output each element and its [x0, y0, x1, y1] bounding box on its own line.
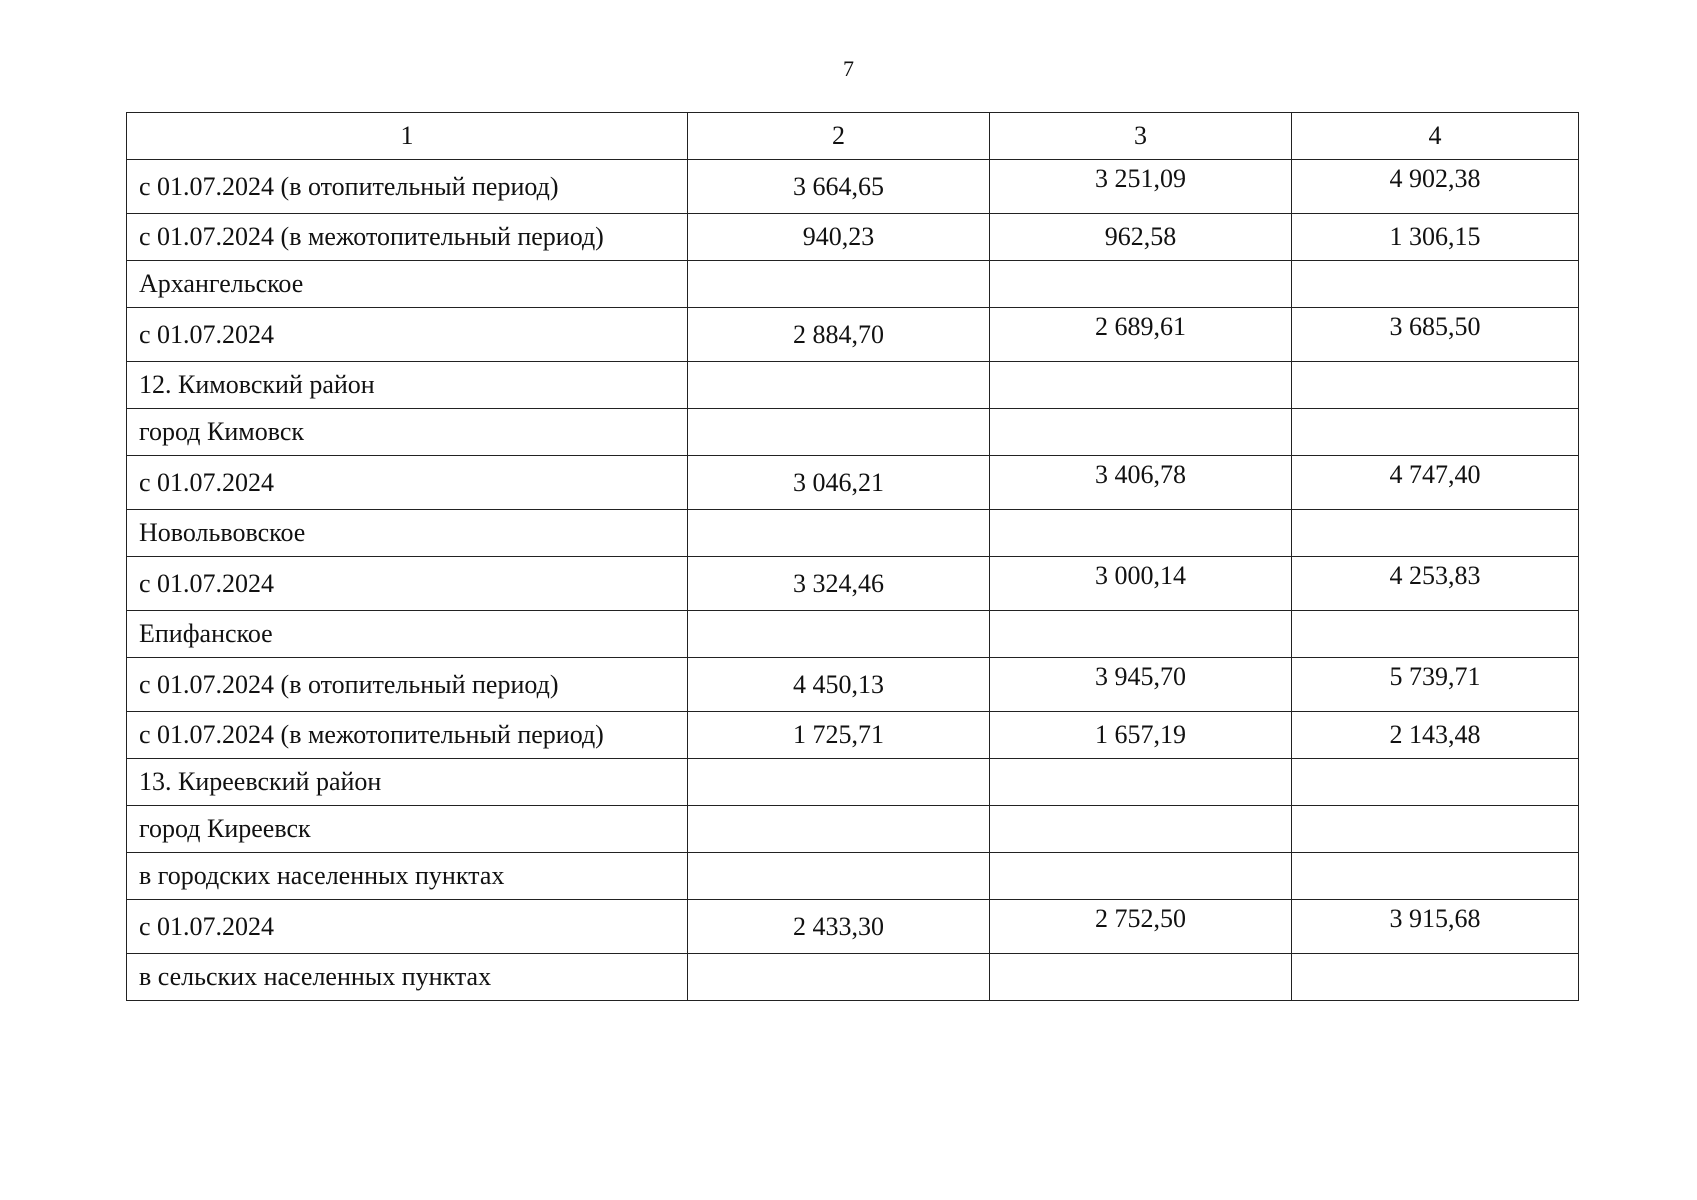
table-row	[127, 214, 1579, 261]
table-row	[127, 308, 1579, 362]
value-col-2-cell: 940,23	[688, 214, 990, 261]
value-col-2-cell	[688, 954, 990, 1001]
value-col-3-cell	[990, 954, 1292, 1001]
table-row	[127, 261, 1579, 308]
table-row	[127, 658, 1579, 712]
value-col-3-cell: 3 945,70	[990, 658, 1292, 712]
value-col-4-cell	[1292, 362, 1579, 409]
column-number-2: 2	[688, 113, 990, 160]
value-col-2-cell: 3 324,46	[688, 557, 990, 611]
value-col-4-cell: 4 902,38	[1292, 160, 1579, 214]
table-row	[127, 456, 1579, 510]
value-col-3-cell	[990, 806, 1292, 853]
table-row	[127, 954, 1579, 1001]
value-col-4-cell: 1 306,15	[1292, 214, 1579, 261]
value-col-4-cell	[1292, 759, 1579, 806]
value-col-2-cell	[688, 853, 990, 900]
value-col-4-cell	[1292, 510, 1579, 557]
value-col-3-cell: 3 406,78	[990, 456, 1292, 510]
value-col-4-cell	[1292, 611, 1579, 658]
value-col-3-cell	[990, 362, 1292, 409]
value-col-4-cell: 4 747,40	[1292, 456, 1579, 510]
column-number-1: 1	[127, 113, 688, 160]
value-col-3-cell	[990, 510, 1292, 557]
value-col-3-cell: 3 251,09	[990, 160, 1292, 214]
row-label-cell: Новольвовское	[127, 510, 688, 557]
column-number-3: 3	[990, 113, 1292, 160]
value-col-2-cell: 2 884,70	[688, 308, 990, 362]
value-col-3-cell: 3 000,14	[990, 557, 1292, 611]
value-col-2-cell	[688, 510, 990, 557]
row-label-cell: с 01.07.2024 (в межотопительный период)	[127, 712, 688, 759]
table-row	[127, 362, 1579, 409]
value-col-4-cell: 5 739,71	[1292, 658, 1579, 712]
value-col-2-cell: 3 664,65	[688, 160, 990, 214]
table-row	[127, 557, 1579, 611]
row-label-cell: город Кимовск	[127, 409, 688, 456]
value-col-4-cell: 4 253,83	[1292, 557, 1579, 611]
table-row	[127, 806, 1579, 853]
value-col-3-cell: 1 657,19	[990, 712, 1292, 759]
row-label-cell: с 01.07.2024 (в отопительный период)	[127, 160, 688, 214]
value-col-2-cell: 2 433,30	[688, 900, 990, 954]
value-col-2-cell: 1 725,71	[688, 712, 990, 759]
row-label-cell: в сельских населенных пунктах	[127, 954, 688, 1001]
header-row	[127, 113, 1579, 160]
row-label-cell: с 01.07.2024	[127, 557, 688, 611]
row-label-cell: с 01.07.2024 (в отопительный период)	[127, 658, 688, 712]
table-row	[127, 759, 1579, 806]
value-col-2-cell	[688, 611, 990, 658]
value-col-4-cell	[1292, 806, 1579, 853]
value-col-3-cell	[990, 261, 1292, 308]
value-col-4-cell	[1292, 853, 1579, 900]
row-label-cell: с 01.07.2024	[127, 900, 688, 954]
row-label-cell: с 01.07.2024	[127, 308, 688, 362]
row-label-cell: 13. Киреевский район	[127, 759, 688, 806]
value-col-2-cell	[688, 409, 990, 456]
value-col-4-cell	[1292, 261, 1579, 308]
value-col-2-cell: 3 046,21	[688, 456, 990, 510]
table-body	[127, 113, 1579, 1001]
row-label-cell: город Киреевск	[127, 806, 688, 853]
value-col-3-cell	[990, 611, 1292, 658]
row-label-cell: с 01.07.2024	[127, 456, 688, 510]
table-row	[127, 712, 1579, 759]
tariff-table	[126, 112, 1579, 1001]
value-col-4-cell: 3 915,68	[1292, 900, 1579, 954]
table-row	[127, 853, 1579, 900]
row-label-cell: с 01.07.2024 (в межотопительный период)	[127, 214, 688, 261]
value-col-3-cell	[990, 759, 1292, 806]
table-row	[127, 611, 1579, 658]
value-col-3-cell	[990, 853, 1292, 900]
row-label-cell: Епифанское	[127, 611, 688, 658]
value-col-4-cell: 3 685,50	[1292, 308, 1579, 362]
value-col-3-cell: 962,58	[990, 214, 1292, 261]
row-label-cell: 12. Кимовский район	[127, 362, 688, 409]
column-number-4: 4	[1292, 113, 1579, 160]
value-col-2-cell	[688, 362, 990, 409]
table-row	[127, 160, 1579, 214]
row-label-cell: Архангельское	[127, 261, 688, 308]
value-col-3-cell	[990, 409, 1292, 456]
value-col-4-cell: 2 143,48	[1292, 712, 1579, 759]
row-label-cell: в городских населенных пунктах	[127, 853, 688, 900]
value-col-4-cell	[1292, 409, 1579, 456]
table-row	[127, 510, 1579, 557]
page-number: 7	[843, 56, 854, 81]
value-col-3-cell: 2 752,50	[990, 900, 1292, 954]
value-col-2-cell	[688, 806, 990, 853]
value-col-2-cell	[688, 759, 990, 806]
value-col-2-cell: 4 450,13	[688, 658, 990, 712]
value-col-3-cell: 2 689,61	[990, 308, 1292, 362]
value-col-2-cell	[688, 261, 990, 308]
table-row	[127, 900, 1579, 954]
table-row	[127, 409, 1579, 456]
value-col-4-cell	[1292, 954, 1579, 1001]
